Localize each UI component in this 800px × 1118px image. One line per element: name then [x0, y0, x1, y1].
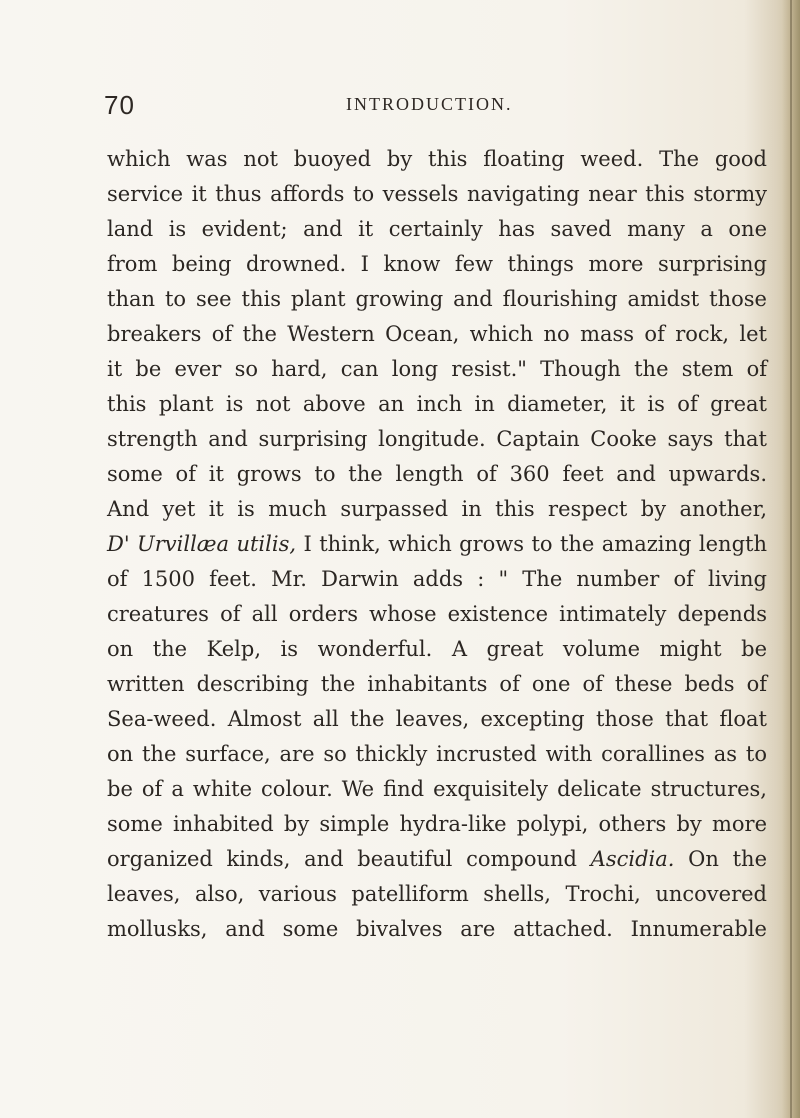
text-line: which was not buoyed by this floating weed. The good [107, 147, 767, 171]
text-line-with-italic [107, 842, 767, 877]
text-line: be of a white colour. We find exquisitely delicate structures, [107, 777, 767, 801]
text-line: service it thus affords to vessels navigating near this stormy [107, 182, 767, 206]
text-line: breakers of the Western Ocean, which no mass of rock, let [107, 322, 767, 346]
text-fragment: organized kinds, and beautiful compound [107, 847, 591, 871]
text-line: than to see this plant growing and flourishing amidst those [107, 287, 767, 311]
text-fragment: On the [674, 847, 767, 871]
body-text [107, 142, 767, 947]
text-line: Sea-weed. Almost all the leaves, excepting those that float [107, 707, 767, 731]
text-line: creatures of all orders whose existence intimately depends [107, 602, 767, 626]
running-head [104, 84, 524, 124]
text-line-with-italic [107, 527, 767, 562]
text-line: on the surface, are so thickly incrusted with corallines as to [107, 742, 767, 766]
italic-species-name: D' Urvillæa utilis, [107, 532, 297, 556]
text-line: written describing the inhabitants of one of these beds of [107, 672, 767, 696]
text-line: And yet it is much surpassed in this respect by another, [107, 497, 767, 521]
text-line: mollusks, and some bivalves are attached. Innumerable [107, 917, 767, 941]
text-fragment: I think, which grows to the amazing length [296, 532, 767, 556]
text-line: from being drowned. I know few things more surprising [107, 252, 767, 276]
text-line: this plant is not above an inch in diameter, it is of great [107, 392, 767, 416]
text-line: strength and surprising longitude. Captain Cooke says that [107, 427, 767, 451]
text-line: of 1500 feet. Mr. Darwin adds : " The number of living [107, 567, 767, 591]
text-line: land is evident; and it certainly has saved many a one [107, 217, 767, 241]
text-line: some inhabited by simple hydra-like polypi, others by more [107, 812, 767, 836]
italic-term: Ascidia. [590, 847, 675, 871]
text-line: on the Kelp, is wonderful. A great volume might be [107, 637, 767, 661]
text-line: it be ever so hard, can long resist." Though the stem of [107, 357, 767, 381]
page-edge-line [790, 0, 792, 1118]
running-title: INTRODUCTION. [346, 94, 513, 114]
text-line: leaves, also, various patelliform shells, Trochi, uncovered [107, 882, 767, 906]
text-line: some of it grows to the length of 360 feet and upwards. [107, 462, 767, 486]
page-number: 70 [104, 90, 135, 120]
